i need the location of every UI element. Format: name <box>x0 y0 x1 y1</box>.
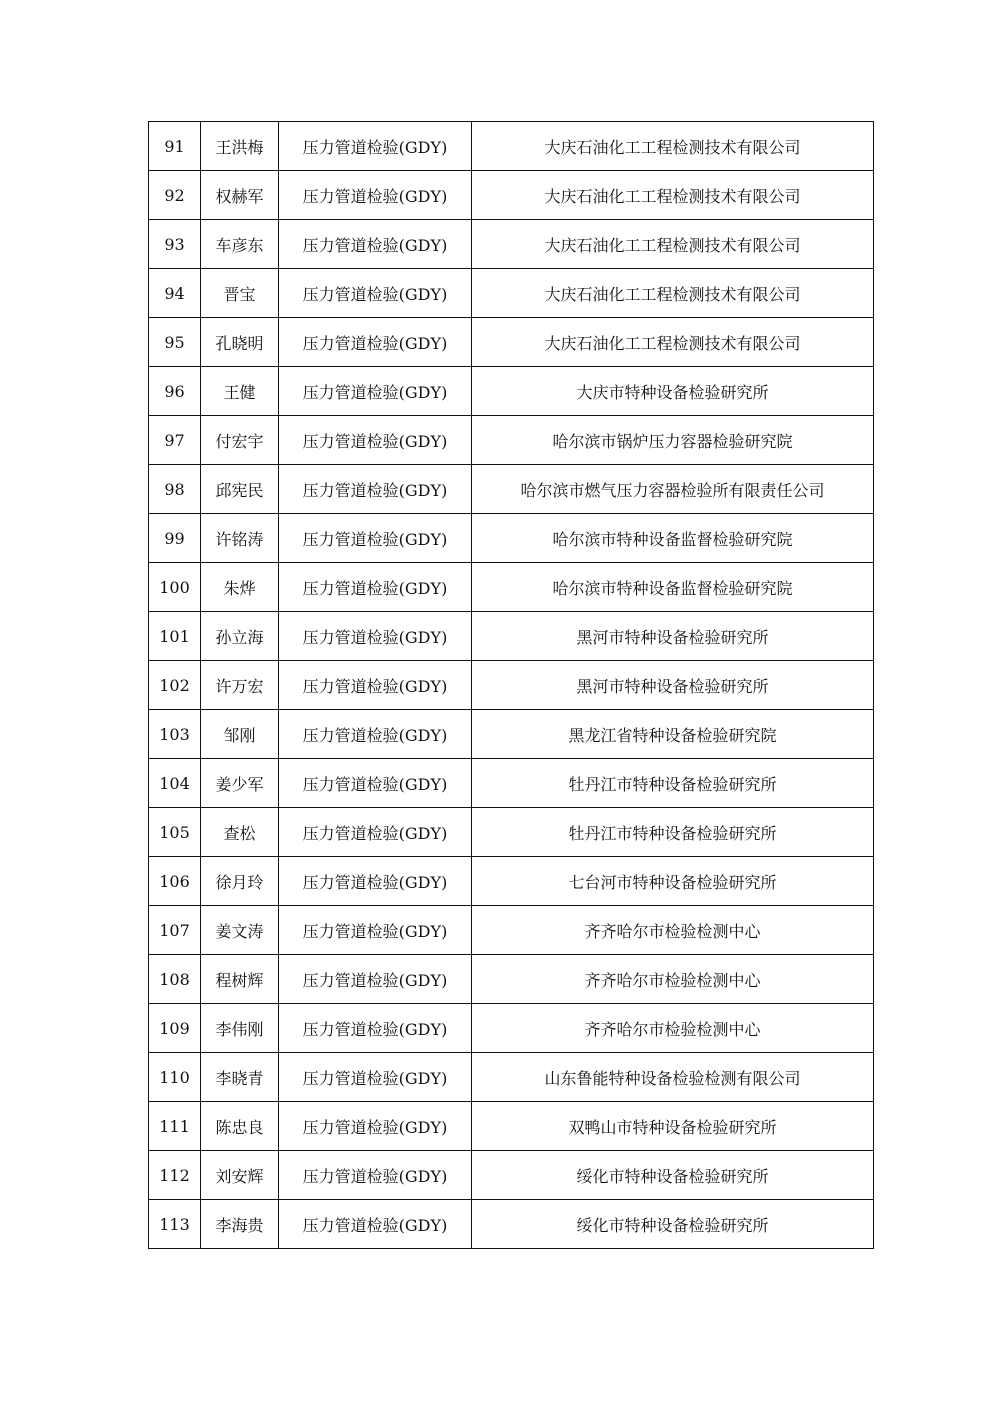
row-number-cell: 93 <box>149 220 201 269</box>
table-row <box>149 661 874 710</box>
organization-cell: 双鸭山市特种设备检验研究所 <box>472 1102 874 1151</box>
organization-cell: 大庆石油化工工程检测技术有限公司 <box>472 269 874 318</box>
organization-cell: 哈尔滨市特种设备监督检验研究院 <box>472 514 874 563</box>
inspector-name-cell: 姜少军 <box>201 759 279 808</box>
organization-cell: 黑河市特种设备检验研究所 <box>472 661 874 710</box>
table-row <box>149 122 874 171</box>
row-number-cell: 105 <box>149 808 201 857</box>
inspection-category-cell: 压力管道检验(GDY) <box>279 612 472 661</box>
organization-cell: 山东鲁能特种设备检验检测有限公司 <box>472 1053 874 1102</box>
row-number-cell: 108 <box>149 955 201 1004</box>
table-row <box>149 171 874 220</box>
row-number-cell: 94 <box>149 269 201 318</box>
inspection-category-cell: 压力管道检验(GDY) <box>279 710 472 759</box>
table-row <box>149 318 874 367</box>
row-number-cell: 109 <box>149 1004 201 1053</box>
table-body <box>149 122 874 1249</box>
inspector-name-cell: 徐月玲 <box>201 857 279 906</box>
row-number-cell: 99 <box>149 514 201 563</box>
inspection-category-cell: 压力管道检验(GDY) <box>279 1200 472 1249</box>
row-number-cell: 106 <box>149 857 201 906</box>
inspection-category-cell: 压力管道检验(GDY) <box>279 808 472 857</box>
inspection-category-cell: 压力管道检验(GDY) <box>279 367 472 416</box>
inspector-name-cell: 邹刚 <box>201 710 279 759</box>
inspector-name-cell: 王洪梅 <box>201 122 279 171</box>
inspector-name-cell: 李伟刚 <box>201 1004 279 1053</box>
table-row <box>149 808 874 857</box>
inspection-category-cell: 压力管道检验(GDY) <box>279 465 472 514</box>
table-row <box>149 1200 874 1249</box>
inspection-category-cell: 压力管道检验(GDY) <box>279 416 472 465</box>
table-row <box>149 906 874 955</box>
inspection-category-cell: 压力管道检验(GDY) <box>279 220 472 269</box>
organization-cell: 哈尔滨市锅炉压力容器检验研究院 <box>472 416 874 465</box>
table-row <box>149 465 874 514</box>
inspection-category-cell: 压力管道检验(GDY) <box>279 514 472 563</box>
organization-cell: 牡丹江市特种设备检验研究所 <box>472 759 874 808</box>
inspector-name-cell: 车彦东 <box>201 220 279 269</box>
inspector-name-cell: 姜文涛 <box>201 906 279 955</box>
table-row <box>149 710 874 759</box>
inspector-name-cell: 陈忠良 <box>201 1102 279 1151</box>
organization-cell: 七台河市特种设备检验研究所 <box>472 857 874 906</box>
table-row <box>149 759 874 808</box>
row-number-cell: 102 <box>149 661 201 710</box>
row-number-cell: 112 <box>149 1151 201 1200</box>
row-number-cell: 107 <box>149 906 201 955</box>
row-number-cell: 95 <box>149 318 201 367</box>
table-row <box>149 612 874 661</box>
row-number-cell: 97 <box>149 416 201 465</box>
organization-cell: 大庆石油化工工程检测技术有限公司 <box>472 318 874 367</box>
row-number-cell: 96 <box>149 367 201 416</box>
inspection-category-cell: 压力管道检验(GDY) <box>279 906 472 955</box>
inspector-name-cell: 付宏宇 <box>201 416 279 465</box>
table-row <box>149 416 874 465</box>
inspector-name-cell: 许万宏 <box>201 661 279 710</box>
organization-cell: 黑龙江省特种设备检验研究院 <box>472 710 874 759</box>
inspector-name-cell: 李海贵 <box>201 1200 279 1249</box>
table-row <box>149 563 874 612</box>
table-row <box>149 269 874 318</box>
organization-cell: 大庆石油化工工程检测技术有限公司 <box>472 220 874 269</box>
inspection-category-cell: 压力管道检验(GDY) <box>279 661 472 710</box>
inspection-category-cell: 压力管道检验(GDY) <box>279 1053 472 1102</box>
inspector-table <box>148 121 874 1249</box>
inspector-name-cell: 孙立海 <box>201 612 279 661</box>
inspector-name-cell: 查松 <box>201 808 279 857</box>
table-row <box>149 1053 874 1102</box>
organization-cell: 齐齐哈尔市检验检测中心 <box>472 1004 874 1053</box>
inspector-name-cell: 朱烨 <box>201 563 279 612</box>
row-number-cell: 111 <box>149 1102 201 1151</box>
inspection-category-cell: 压力管道检验(GDY) <box>279 955 472 1004</box>
row-number-cell: 92 <box>149 171 201 220</box>
row-number-cell: 113 <box>149 1200 201 1249</box>
organization-cell: 黑河市特种设备检验研究所 <box>472 612 874 661</box>
table-row <box>149 1102 874 1151</box>
organization-cell: 齐齐哈尔市检验检测中心 <box>472 906 874 955</box>
inspection-category-cell: 压力管道检验(GDY) <box>279 122 472 171</box>
inspection-category-cell: 压力管道检验(GDY) <box>279 857 472 906</box>
row-number-cell: 100 <box>149 563 201 612</box>
organization-cell: 绥化市特种设备检验研究所 <box>472 1151 874 1200</box>
inspector-name-cell: 孔晓明 <box>201 318 279 367</box>
table-row <box>149 220 874 269</box>
inspection-category-cell: 压力管道检验(GDY) <box>279 759 472 808</box>
row-number-cell: 103 <box>149 710 201 759</box>
row-number-cell: 104 <box>149 759 201 808</box>
row-number-cell: 101 <box>149 612 201 661</box>
inspection-category-cell: 压力管道检验(GDY) <box>279 269 472 318</box>
inspection-category-cell: 压力管道检验(GDY) <box>279 171 472 220</box>
inspector-name-cell: 许铭涛 <box>201 514 279 563</box>
organization-cell: 大庆石油化工工程检测技术有限公司 <box>472 122 874 171</box>
row-number-cell: 110 <box>149 1053 201 1102</box>
table-row <box>149 514 874 563</box>
organization-cell: 齐齐哈尔市检验检测中心 <box>472 955 874 1004</box>
inspection-category-cell: 压力管道检验(GDY) <box>279 1004 472 1053</box>
inspection-category-cell: 压力管道检验(GDY) <box>279 318 472 367</box>
inspector-name-cell: 刘安辉 <box>201 1151 279 1200</box>
inspection-category-cell: 压力管道检验(GDY) <box>279 563 472 612</box>
inspector-name-cell: 晋宝 <box>201 269 279 318</box>
row-number-cell: 91 <box>149 122 201 171</box>
organization-cell: 绥化市特种设备检验研究所 <box>472 1200 874 1249</box>
organization-cell: 大庆石油化工工程检测技术有限公司 <box>472 171 874 220</box>
table-row <box>149 1151 874 1200</box>
table-row <box>149 857 874 906</box>
inspector-name-cell: 程树辉 <box>201 955 279 1004</box>
organization-cell: 大庆市特种设备检验研究所 <box>472 367 874 416</box>
table-row <box>149 1004 874 1053</box>
table-row <box>149 955 874 1004</box>
table-row <box>149 367 874 416</box>
inspection-category-cell: 压力管道检验(GDY) <box>279 1151 472 1200</box>
inspector-name-cell: 权赫军 <box>201 171 279 220</box>
organization-cell: 哈尔滨市特种设备监督检验研究院 <box>472 563 874 612</box>
organization-cell: 哈尔滨市燃气压力容器检验所有限责任公司 <box>472 465 874 514</box>
inspector-name-cell: 李晓青 <box>201 1053 279 1102</box>
row-number-cell: 98 <box>149 465 201 514</box>
inspector-name-cell: 邱宪民 <box>201 465 279 514</box>
inspector-name-cell: 王健 <box>201 367 279 416</box>
organization-cell: 牡丹江市特种设备检验研究所 <box>472 808 874 857</box>
inspection-category-cell: 压力管道检验(GDY) <box>279 1102 472 1151</box>
